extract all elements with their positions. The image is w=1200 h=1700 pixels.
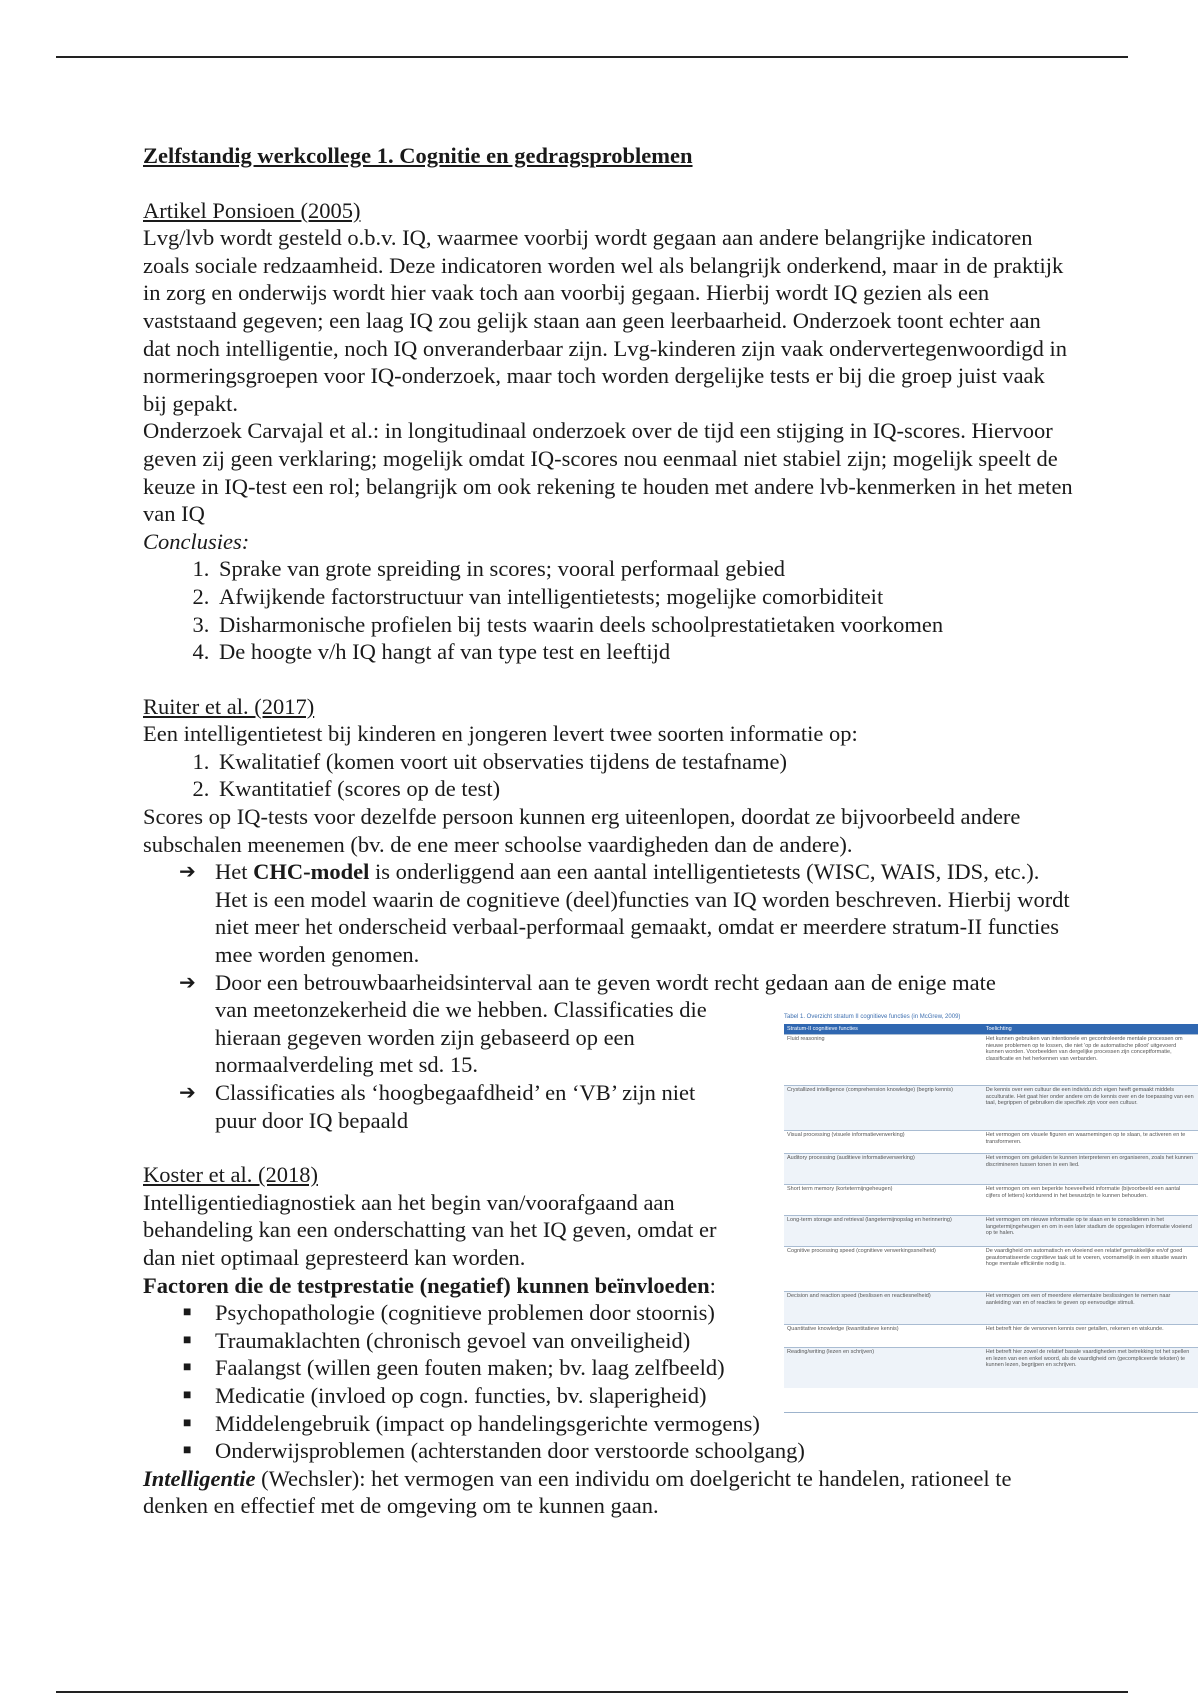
definition-term: Intelligentie	[143, 1465, 256, 1491]
list-item: 2. Afwijkende factorstructuur van intelligentietests; mogelijke comorbiditeit	[215, 583, 1073, 611]
table-row	[784, 1324, 1198, 1347]
table-row	[784, 1153, 1198, 1184]
table-caption: Tabel 1. Overzicht stratum II cognitieve functies (in McGrew, 2009)	[784, 1014, 961, 1020]
conclusions-list	[143, 555, 1073, 665]
list-item: 1. Kwalitatief (komen voort uit observaties tijdens de testafname)	[215, 748, 1073, 776]
table-row	[784, 1085, 1198, 1130]
table-body	[784, 1034, 1198, 1388]
bullet-icon: ■	[183, 1415, 192, 1431]
table-row	[784, 1034, 1198, 1085]
paragraph: Scores op IQ-tests voor dezelfde persoon kunnen erg uiteenlopen, doordat ze bijvoorbeeld andere subschalen meenemen (bv. de ene meer schoolse vaardigheden dan de andere).	[143, 804, 1021, 857]
table-cell: De vaardigheid om automatisch en vloeiend een relatief gemakkelijke en/of goed geautomatiseerde cognitieve taak uit te voeren, voornamelijk in een situatie waarin hoge mentale efficiëntie nodig is.	[985, 1248, 1187, 1268]
top-rule	[56, 56, 1128, 58]
document-title: Zelfstandig werkcollege 1. Cognitie en gedragsproblemen	[143, 143, 693, 168]
arrow-icon: ➔	[179, 1080, 196, 1104]
list-item: ➔ Door een betrouwbaarheidsinterval aan te geven wordt recht gedaan aan de enige mate van meetonzekerheid die we hebben. Classificaties die hieraan gegeven worden zijn gebaseerd op een normaalverdeling met sd. 15.	[179, 969, 996, 1078]
bullet-icon: ■	[183, 1387, 192, 1403]
list-item: ■ Onderwijsproblemen (achterstanden door verstoorde schoolgang)	[183, 1438, 805, 1464]
table-cell: Het vermogen om een of meerdere elementaire beslissingen te nemen naar aanleiding van en of reacties te geven op eenvoudige stimuli.	[985, 1293, 1171, 1306]
table-row	[784, 1347, 1198, 1388]
table-cell: Visual processing (visuele informatieverwerking)	[787, 1132, 905, 1138]
list-item: 1. Sprake van grote spreiding in scores; vooral performaal gebied	[215, 555, 1073, 583]
paragraph: Lvg/lvb wordt gesteld o.b.v. IQ, waarmee voorbij wordt gegaan aan andere belangrijke indicatoren zoals sociale redzaamheid. Deze indicatoren worden wel als belangrijk onderkend, maar in de praktijk in zorg en onderwijs wordt hier vaak toch aan voorbij gegaan. Hierbij wordt IQ gezien als een vaststaand gegeven; een laag IQ zou gelijk staan aan geen leerbaarheid. Onderzoek toont echter aan dat noch intelligentie, noch IQ onveranderbaar zijn. Lvg-kinderen zijn vaak ondervertegenwoordigd in normeringsgroepen voor IQ-onderzoek, maar toch worden dergelijke tests er bij die groep juist vaak bij gepakt.	[143, 225, 1068, 416]
intelligence-definition: Intelligentie (Wechsler): het vermogen van een individu om doelgericht te handelen, rationeel te denken en effectief met de omgeving om te kunnen gaan.	[143, 1465, 1012, 1519]
paragraph: Intelligentiediagnostiek aan het begin van/voorafgaand aan behandeling kan een onderschatting van het IQ geven, omdat er dan niet optimaal gepresteerd kan worden.	[143, 1189, 717, 1270]
table-row	[784, 1130, 1198, 1153]
list-item: ■ Middelengebruik (impact op handelingsgerichte vermogens)	[183, 1410, 760, 1436]
table-cell: Crystallized intelligence (comprehension knowledge) (begrip kennis)	[787, 1087, 953, 1093]
table-header-cell: Stratum-II cognitieve functies	[787, 1025, 858, 1032]
list-item: 4. De hoogte v/h IQ hangt af van type test en leeftijd	[215, 638, 1073, 666]
list-item: ➔ Het CHC-model is onderliggend aan een aantal intelligentietests (WISC, WAIS, IDS, etc.). Het is een model waarin de cognitieve (deel)functies van IQ worden beschreven. Hierbij wordt niet meer het onderscheid verbaal-performaal gemaakt, omdat er meerdere stratum-II functies mee worden genomen.	[179, 859, 1070, 968]
table-cell: Cognitive processing speed (cognitieve verwerkingssnelheid)	[787, 1248, 936, 1254]
section-heading-ruiter: Ruiter et al. (2017)	[143, 693, 315, 719]
chc-model-term: CHC-model	[253, 859, 370, 885]
section-heading-ponsioen: Artikel Ponsioen (2005)	[143, 197, 361, 223]
table-header-cell: Toelichting	[985, 1025, 1012, 1032]
section-heading-koster: Koster et al. (2018)	[143, 1162, 318, 1188]
table-cell: Het vermogen om geluiden te kunnen interpreteren en organiseren, zoals het kunnen discrimineren tussen tonen in een lied.	[985, 1155, 1194, 1168]
table-header	[784, 1024, 1198, 1034]
info-types-list	[143, 748, 1073, 803]
list-item: ■ Traumaklachten (chronisch gevoel van onveiligheid)	[183, 1327, 691, 1353]
arrow-icon: ➔	[179, 969, 196, 994]
bottom-rule	[56, 1691, 1128, 1693]
table-cell: Long-term storage and retrieval (langetermijnopslag en herinnering)	[787, 1217, 952, 1223]
list-item: ■ Faalangst (willen geen fouten maken; bv. laag zelfbeeld)	[183, 1355, 725, 1381]
bullet-icon: ■	[183, 1443, 192, 1459]
list-item: 2. Kwantitatief (scores op de test)	[215, 775, 1073, 803]
table-cell: Reading/writing (lezen en schrijven)	[787, 1349, 875, 1355]
list-item: ➔ Classificaties als ‘hoogbegaafdheid’ en ‘VB’ zijn niet puur door IQ bepaald	[179, 1080, 696, 1133]
table-cell: Decision and reaction speed (beslissen en reactiesnelheid)	[787, 1293, 931, 1299]
cognitive-functions-table-figure	[784, 1014, 1198, 1413]
table-row	[784, 1246, 1198, 1291]
table-cell: Het betreft hier zowel de relatief basale vaardigheden met betrekking tot het spellen en lezen van een enkel woord, als de vaardigheid om (gecompliceerde teksten) te kunnen lezen, begrijpen en schrijven.	[985, 1349, 1190, 1369]
paragraph: Een intelligentietest bij kinderen en jongeren levert twee soorten informatie op:	[143, 721, 858, 747]
bullet-icon: ■	[183, 1305, 192, 1321]
table-cell: Quantitative knowledge (kwantitatieve kennis)	[787, 1326, 899, 1332]
paragraph: Onderzoek Carvajal et al.: in longitudinaal onderzoek over de tijd een stijging in IQ-scores. Hiervoor geven zij geen verklaring; mogelijk omdat IQ-scores nou eenmaal niet stabiel zijn; mogelijk speelt de keuze in IQ-test een rol; belangrijk om ook rekening te houden met andere lvb-kenmerken in het meten van IQ	[143, 418, 1073, 527]
factors-heading: Factoren die de testprestatie (negatief) kunnen beïnvloeden:	[143, 1272, 716, 1298]
table-cell: Het vermogen om een beperkte hoeveelheid informatie (bijvoorbeeld een aantal cijfers of letters) kortdurend in het bewustzijn te kunnen behouden.	[985, 1186, 1181, 1199]
arrow-icon: ➔	[179, 859, 196, 884]
table-cell: Fluid reasoning	[787, 1036, 825, 1042]
bullet-icon: ■	[183, 1332, 192, 1348]
section-ponsioen	[143, 197, 1073, 666]
table-row	[784, 1215, 1198, 1246]
list-item: ■ Psychopathologie (cognitieve problemen door stoornis)	[183, 1300, 715, 1326]
list-item: ■ Medicatie (invloed op cogn. functies, bv. slaperigheid)	[183, 1382, 707, 1408]
table-cell: Het betreft hier de verworven kennis over getallen, rekenen en wiskunde.	[985, 1326, 1164, 1332]
table-cell: Short term memory (kortetermijngeheugen)	[787, 1186, 893, 1192]
table-cell: Auditory processing (auditieve informatieverwerking)	[787, 1155, 915, 1161]
conclusions-label: Conclusies:	[143, 528, 250, 554]
table-cell: Het kunnen gebruiken van intentionele en gecontroleerde mentale processen om nieuwe problemen op te lossen, die niet 'op de automatische piloot' uitgevoerd kunnen worden. Voorbeelden van dergelijke processen zijn conceptformatie, classificatie en het herkennen van verbanden.	[985, 1036, 1183, 1062]
bullet-icon: ■	[183, 1360, 192, 1376]
list-item: 3. Disharmonische profielen bij tests waarin deels schoolprestatietaken voorkomen	[215, 611, 1073, 639]
table-cell: Het vermogen om visuele figuren en waarnemingen op te slaan, te activeren en te transformeren.	[985, 1132, 1186, 1145]
table-row	[784, 1291, 1198, 1324]
table-row	[784, 1184, 1198, 1215]
table-cell: Het vermogen om nieuwe informatie op te slaan en te consolideren in het langetermijngeheugen en om in een later stadium de opgeslagen informatie vloeiend op te halen.	[985, 1217, 1192, 1237]
table-cell: De kennis over een cultuur die een individu zich eigen heeft gemaakt middels acculturatie. Het gaat hier onder andere om de kennis over en de toepassing van een taal, begrippen of gebruiken die specifiek zijn voor een cultuur.	[985, 1087, 1194, 1107]
